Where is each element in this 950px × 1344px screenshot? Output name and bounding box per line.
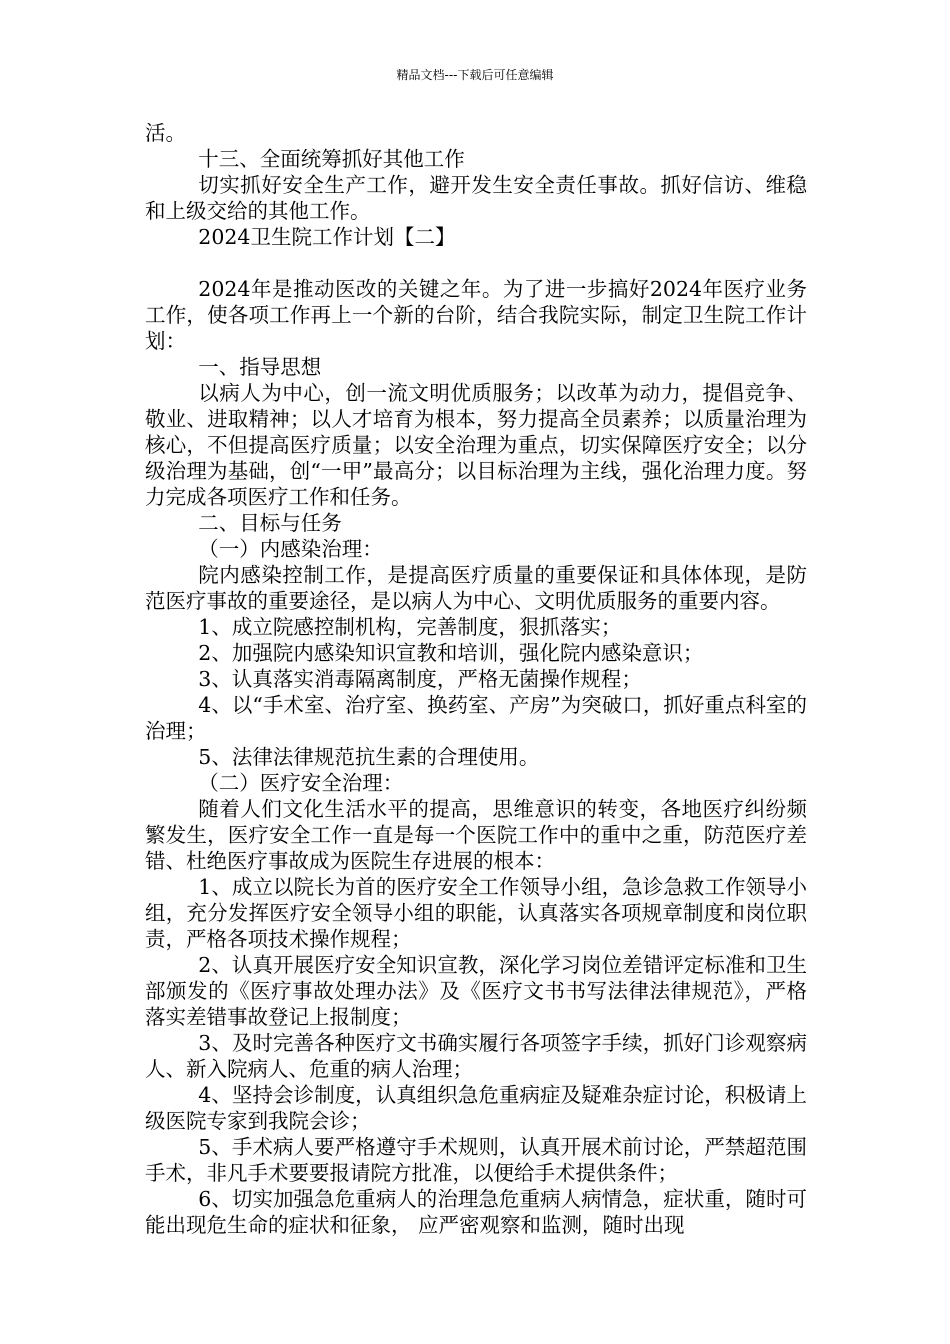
paragraph: 切实抓好安全生产工作，避开发生安全责任事故。抓好信访、维稳和上级交给的其他工作。 — [145, 173, 807, 223]
list-item: 2、加强院内感染知识宣教和培训，强化院内感染意识； — [198, 641, 704, 665]
list-item: 4、坚持会诊制度，认真组织急危重病症及疑难杂症讨论，积极请上级医院专家到我院会诊； — [145, 1083, 807, 1133]
paragraph: 2024年是推动医改的关键之年。为了进一步搞好2024年医疗业务工作，使各项工作再上一个新的台阶，结合我院实际，制定卫生院工作计划： — [145, 277, 807, 353]
list-item: 4、以“手术室、治疗室、换药室、产房”为突破口，抓好重点科室的治理； — [145, 693, 807, 743]
list-item: 6、切实加强急危重病人的治理急危重病人病情急，症状重，随时可能出现危生命的症状和征象， 应严密观察和监测，随时出现 — [145, 1187, 807, 1237]
paragraph: 活。 — [145, 121, 186, 145]
list-item: 5、手术病人要严格遵守手术规则，认真开展术前讨论，严禁超范围手术，非凡手术要要报请院方批准，以便给手术提供条件； — [145, 1135, 807, 1185]
section-heading: 一、指导思想 — [198, 355, 322, 379]
list-item: 5、法律法律规范抗生素的合理使用。 — [198, 745, 540, 769]
paragraph: 院内感染控制工作，是提高医疗质量的重要保证和具体体现，是防范医疗事故的重要途径，是以病人为中心、文明优质服务的重要内容。 — [145, 563, 807, 613]
document-body — [145, 120, 807, 1238]
subsection-heading: （二）医疗安全治理： — [198, 771, 404, 795]
section-heading: 十三、全面统筹抓好其他工作 — [198, 147, 465, 171]
blank-line — [145, 250, 807, 276]
list-item: 3、认真落实消毒隔离制度，严格无菌操作规程； — [198, 667, 642, 691]
section-heading: 二、目标与任务 — [198, 511, 342, 535]
list-item: 2、认真开展医疗安全知识宣教，深化学习岗位差错评定标准和卫生部颁发的《医疗事故处理办法》及《医疗文书书写法律法律规范》，严格落实差错事故登记上报制度； — [145, 953, 807, 1029]
list-item: 1、成立以院长为首的医疗安全工作领导小组，急诊急救工作领导小组，充分发挥医疗安全领导小组的职能，认真落实各项规章制度和岗位职责，严格各项技术操作规程； — [145, 875, 807, 951]
paragraph: 以病人为中心，创一流文明优质服务；以改革为动力，提倡竞争、敬业、进取精神；以人才培育为根本，努力提高全员素养；以质量治理为核心，不但提高医疗质量；以安全治理为重点，切实保障医疗安全；以分级治理为基础，创“一甲”最高分；以目标治理为主线，强化治理力度。努力完成各项医疗工作和任务。 — [145, 381, 807, 509]
page-header: 精品文档---下载后可任意编辑 — [396, 68, 554, 82]
subsection-heading: （一）内感染治理： — [198, 537, 383, 561]
document-title: 2024卫生院工作计划【二】 — [198, 225, 456, 249]
list-item: 3、及时完善各种医疗文书确实履行各项签字手续，抓好门诊观察病人、新入院病人、危重的病人治理； — [145, 1031, 807, 1081]
list-item: 1、成立院感控制机构，完善制度，狠抓落实； — [198, 615, 622, 639]
paragraph: 随着人们文化生活水平的提高，思维意识的转变，各地医疗纠纷频繁发生，医疗安全工作一直是每一个医院工作中的重中之重，防范医疗差错、杜绝医疗事故成为医院生存进展的根本： — [145, 797, 807, 873]
